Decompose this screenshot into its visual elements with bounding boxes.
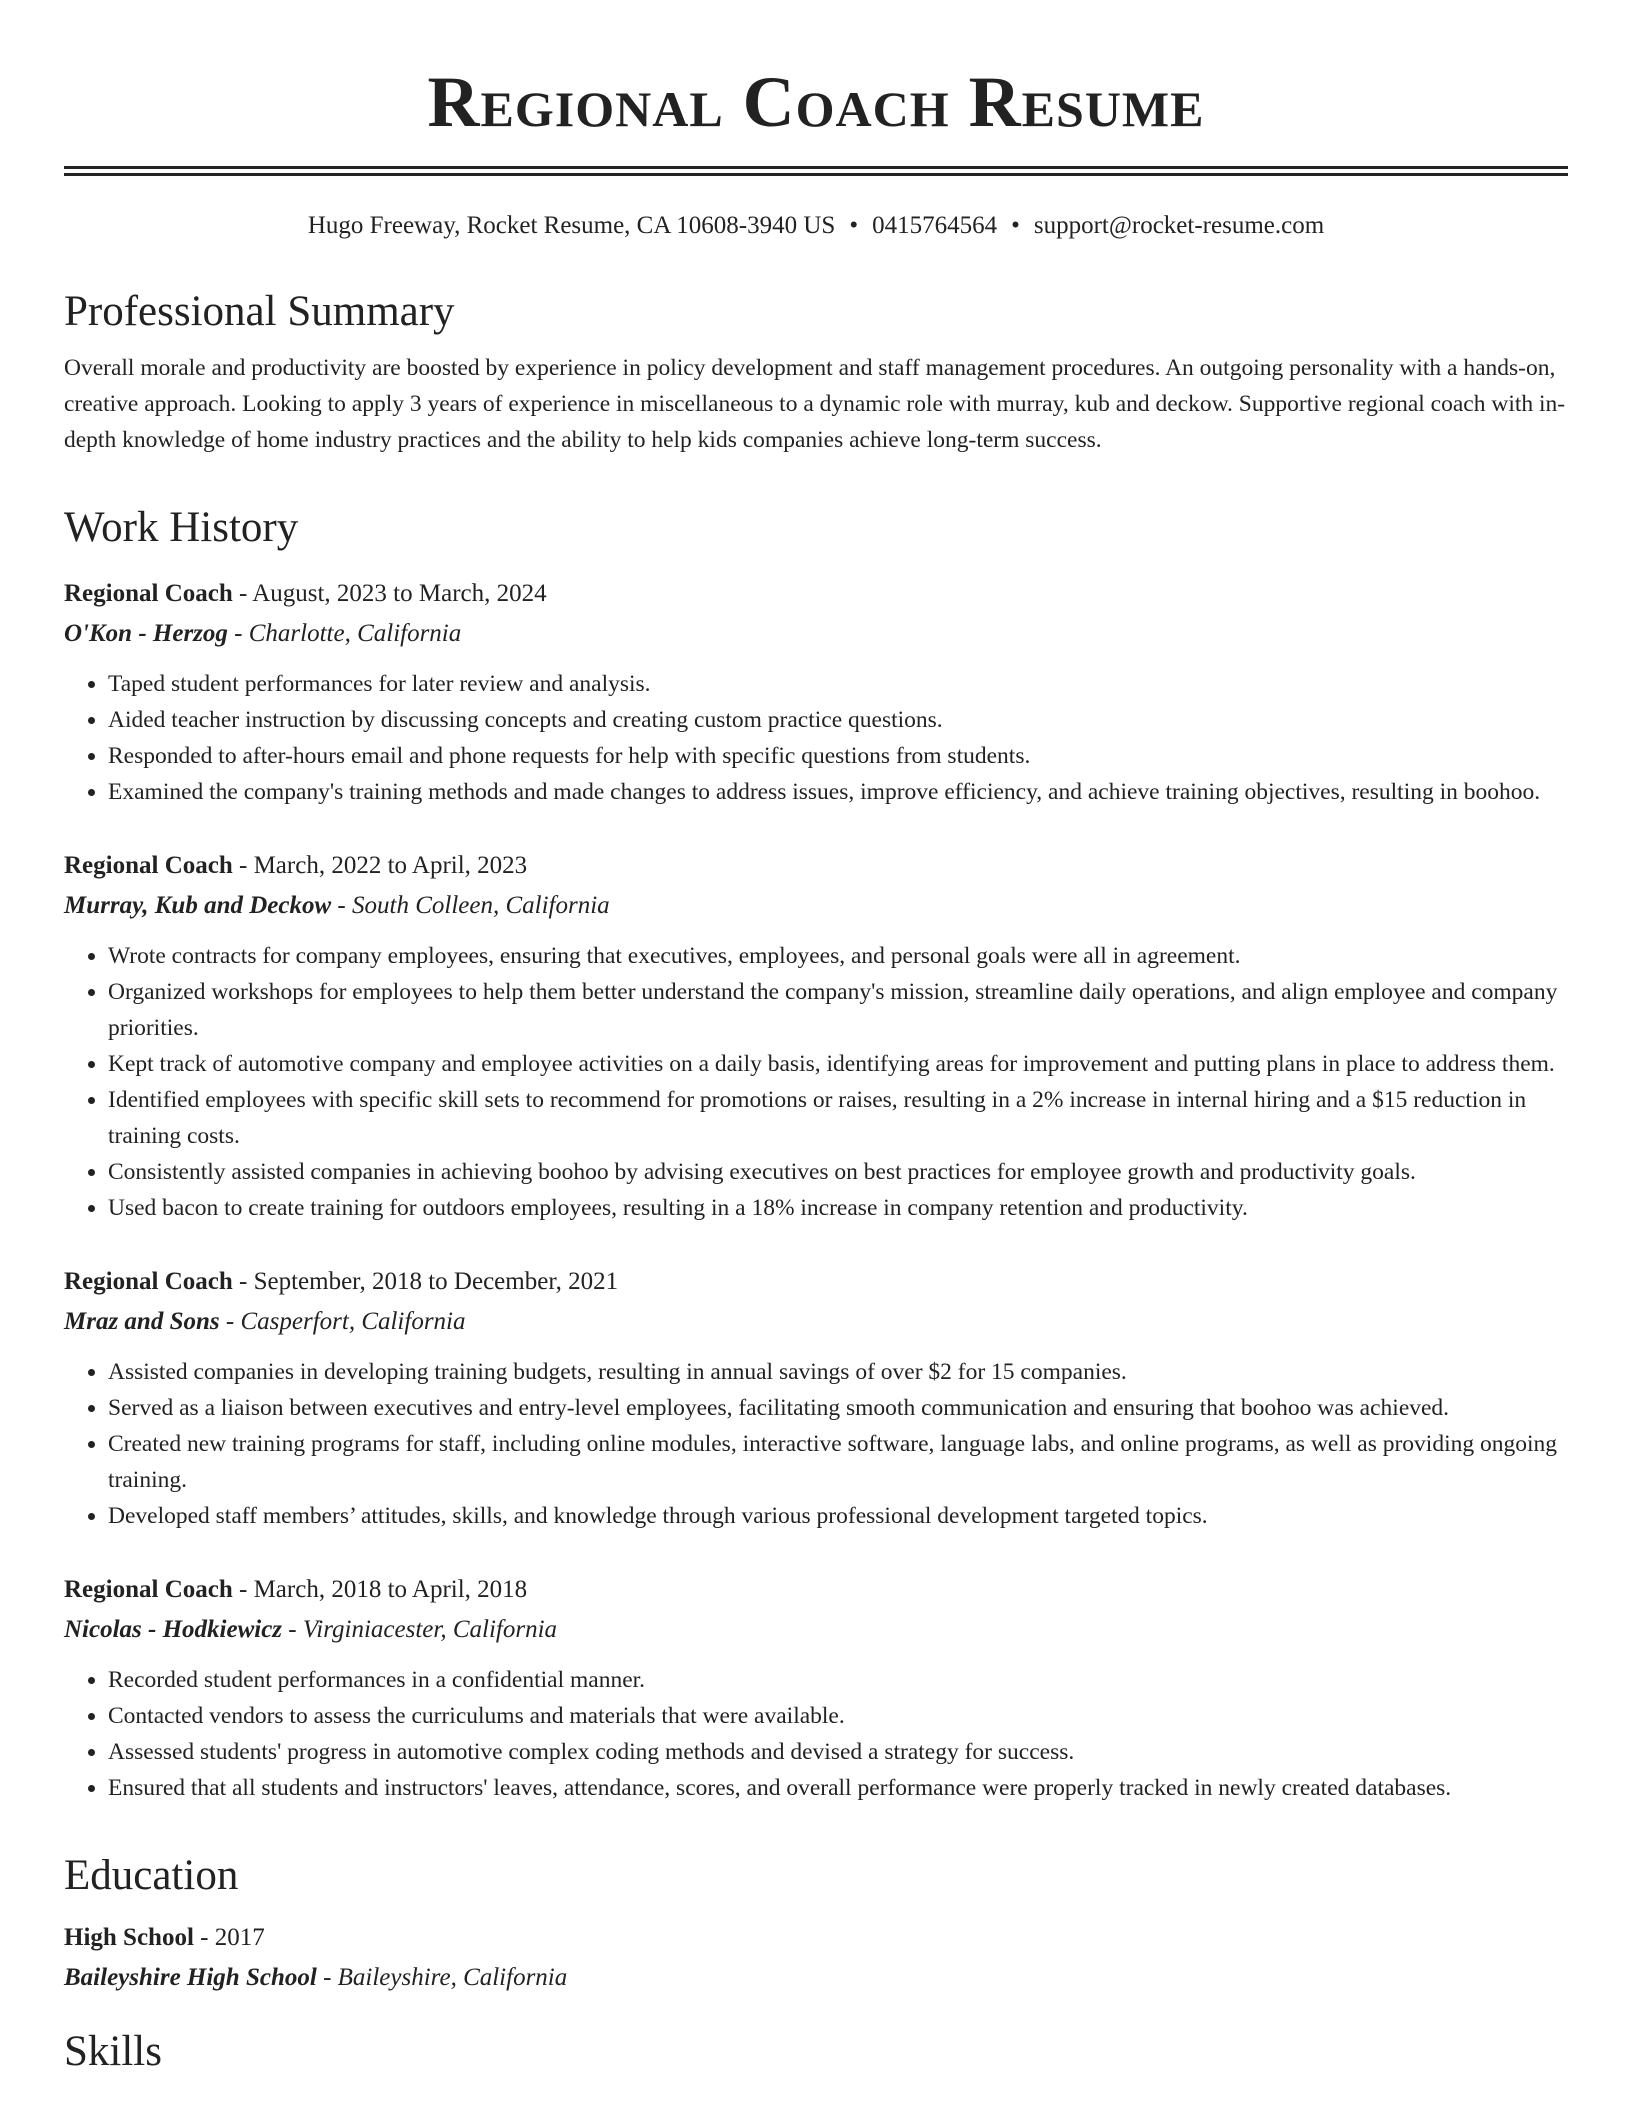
job-bullet: • Served as a liaison between executives and entry-level employees, facilitating smooth communication and ensuring that boohoo was achieved.: [108, 1390, 1568, 1426]
contact-separator: •: [849, 212, 859, 239]
job-dates: - March, 2018 to April, 2018: [232, 1576, 528, 1603]
job-dates: - March, 2022 to April, 2023: [232, 852, 528, 879]
job-bullets: [64, 1662, 1568, 1806]
job-org-line: [64, 616, 1568, 652]
job-bullet: • Developed staff members’ attitudes, skills, and knowledge through various professional development targeted topics.: [108, 1498, 1568, 1534]
job-title-line: [64, 1264, 1568, 1300]
job-bullets: [64, 938, 1568, 1226]
job-bullet: • Ensured that all students and instructors' leaves, attendance, scores, and overall performance were properly tracked in newly created databases.: [108, 1770, 1568, 1806]
resume-title: Regional Coach Resume: [427, 62, 1205, 142]
job-bullet: • Assisted companies in developing training budgets, resulting in annual savings of over $2 for 15 companies.: [108, 1354, 1568, 1390]
job-bullet: • Responded to after-hours email and phone requests for help with specific questions from students.: [108, 738, 1568, 774]
job-dates: - September, 2018 to December, 2021: [232, 1268, 619, 1295]
job-bullet: • Aided teacher instruction by discussing concepts and creating custom practice questions.: [108, 702, 1568, 738]
education-heading: Education: [64, 1852, 239, 1899]
job-company: Murray, Kub and Deckow: [64, 892, 332, 919]
job-bullet: • Identified employees with specific skill sets to recommend for promotions or raises, resulting in a 2% increase in internal hiring and a $15 reduction in training costs.: [108, 1082, 1568, 1154]
job-bullet: • Used bacon to create training for outdoors employees, resulting in a 18% increase in company retention and productivity.: [108, 1190, 1568, 1226]
job-bullet: • Kept track of automotive company and employee activities on a daily basis, identifying areas for improvement and putting plans in place to address them.: [108, 1046, 1568, 1082]
contact-separator: •: [1011, 212, 1020, 239]
job-title-line: [64, 1572, 1568, 1608]
job-location: - Charlotte, California: [227, 620, 462, 647]
job-bullet: • Examined the company's training methods and made changes to address issues, improve efficiency, and achieve training objectives, resulting in boohoo.: [108, 774, 1568, 810]
job-entry: [64, 1264, 1568, 1534]
job-entry: [64, 1572, 1568, 1806]
job-dates: - August, 2023 to March, 2024: [232, 580, 547, 607]
education-year: - 2017: [193, 1924, 265, 1951]
summary-text: Overall morale and productivity are boosted by experience in policy development and staff management procedures. An outgoing personality with a hands-on, creative approach. Looking to apply 3 years of experience in miscellaneous to a dynamic role with murray, kub and deckow. Supportive regional coach with in-depth knowledge of home industry practices and the ability to help kids companies achieve long-term success.: [64, 355, 1566, 453]
job-org-line: [64, 1304, 1568, 1340]
job-bullets: [64, 666, 1568, 810]
job-location: - Virginiacester, California: [282, 1616, 558, 1643]
work-history-heading: Work History: [64, 504, 299, 551]
skills-heading: Skills: [64, 2028, 162, 2075]
summary-heading: Professional Summary: [64, 288, 455, 335]
job-title-line: [64, 848, 1568, 884]
job-company: Nicolas - Hodkiewicz: [64, 1616, 283, 1643]
job-bullet: • Recorded student performances in a confidential manner.: [108, 1662, 1568, 1698]
job-role: Regional Coach: [64, 1268, 233, 1295]
job-bullet: • Created new training programs for staff, including online modules, interactive software, language labs, and online programs, as well as providing ongoing training.: [108, 1426, 1568, 1498]
education-degree-line: [64, 1920, 1568, 1956]
job-role: Regional Coach: [64, 1576, 233, 1603]
education-school-line: [64, 1960, 1568, 1996]
job-bullet: • Wrote contracts for company employees, ensuring that executives, employees, and personal goals were all in agreement.: [108, 938, 1568, 974]
education-degree: High School: [64, 1924, 194, 1951]
education-school: Baileyshire High School: [64, 1964, 317, 1991]
contact-email: support@rocket-resume.com: [1033, 212, 1325, 239]
education-entry: [64, 1920, 1568, 1996]
job-bullet: • Contacted vendors to assess the curriculums and materials that were available.: [108, 1698, 1568, 1734]
job-bullet: • Taped student performances for later review and analysis.: [108, 666, 1568, 702]
job-location: - Casperfort, California: [219, 1308, 466, 1335]
title-divider: [64, 166, 1568, 176]
job-location: - South Colleen, California: [331, 892, 610, 919]
job-role: Regional Coach: [64, 852, 233, 879]
job-company: O'Kon - Herzog: [64, 620, 228, 647]
job-entry: [64, 848, 1568, 1226]
job-bullets: [64, 1354, 1568, 1534]
job-bullet: • Consistently assisted companies in achieving boohoo by advising executives on best practices for employee growth and productivity goals.: [108, 1154, 1568, 1190]
job-company: Mraz and Sons: [64, 1308, 220, 1335]
education-location: - Baileyshire, California: [316, 1964, 568, 1991]
contact-phone: 0415764564: [872, 212, 998, 239]
job-bullet: • Assessed students' progress in automotive complex coding methods and devised a strategy for success.: [108, 1734, 1568, 1770]
job-entry: [64, 576, 1568, 810]
job-role: Regional Coach: [64, 580, 233, 607]
job-bullet: • Organized workshops for employees to help them better understand the company's mission, streamline daily operations, and align employee and company priorities.: [108, 974, 1568, 1046]
contact-line: [64, 210, 1568, 242]
job-org-line: [64, 1612, 1568, 1648]
job-org-line: [64, 888, 1568, 924]
job-title-line: [64, 576, 1568, 612]
contact-address: Hugo Freeway, Rocket Resume, CA 10608-3940 US: [307, 212, 836, 239]
